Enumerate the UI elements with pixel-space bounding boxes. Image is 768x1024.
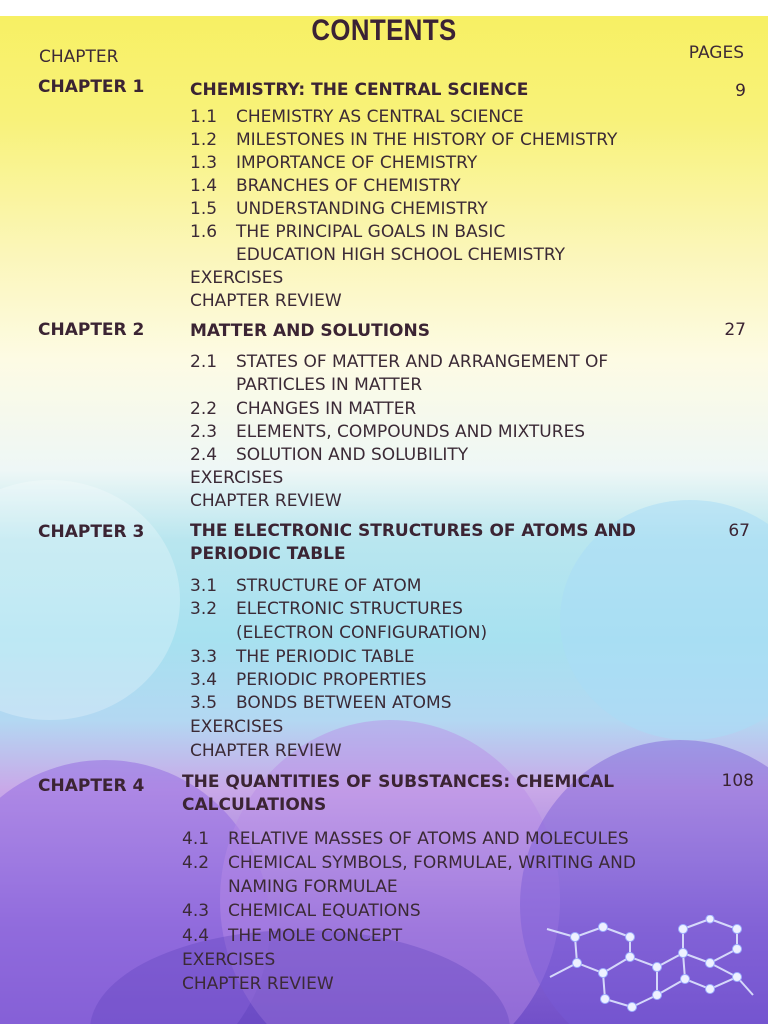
section-title: CHEMICAL EQUATIONS <box>228 901 421 921</box>
section-2-4 <box>190 444 468 468</box>
section-number: 3.3 <box>190 647 218 667</box>
page-title: CONTENTS <box>311 14 457 47</box>
chapter-3-review: CHAPTER REVIEW <box>190 741 342 761</box>
chapter-1-exercises: EXERCISES <box>190 268 284 288</box>
section-1-3 <box>190 152 477 176</box>
section-number: 1.5 <box>190 199 218 219</box>
section-number: 1.6 <box>190 222 218 242</box>
chapter-3-title <box>190 520 636 566</box>
section-title: THE MOLE CONCEPT <box>228 926 403 946</box>
chapter-title-line: PERIODIC TABLE <box>190 544 346 564</box>
background-bubble <box>0 480 180 720</box>
chapter-title-line: THE ELECTRONIC STRUCTURES OF ATOMS AND <box>190 521 636 541</box>
section-1-4 <box>190 175 461 199</box>
chapter-title-line: THE QUANTITIES OF SUBSTANCES: CHEMICAL <box>182 772 615 792</box>
section-1-6-continuation: EDUCATION HIGH SCHOOL CHEMISTRY <box>236 245 565 265</box>
section-number: 2.2 <box>190 399 218 419</box>
section-3-4 <box>190 669 427 693</box>
section-2-1-continuation: PARTICLES IN MATTER <box>236 375 423 395</box>
section-3-1 <box>190 575 421 599</box>
chapter-title-line: CHEMISTRY: THE CENTRAL SCIENCE <box>190 80 529 100</box>
section-title: PERIODIC PROPERTIES <box>236 670 427 690</box>
section-number: 1.1 <box>190 107 218 127</box>
chapter-2-exercises: EXERCISES <box>190 468 284 488</box>
section-number: 4.3 <box>182 901 210 921</box>
section-1-6 <box>190 221 505 245</box>
section-number: 1.4 <box>190 176 218 196</box>
section-title: BONDS BETWEEN ATOMS <box>236 693 452 713</box>
section-title: CHANGES IN MATTER <box>236 399 417 419</box>
chapter-4-title <box>182 771 614 817</box>
section-4-1 <box>182 828 629 852</box>
section-number: 1.3 <box>190 153 218 173</box>
section-title: SOLUTION AND SOLUBILITY <box>236 445 469 465</box>
section-4-2 <box>182 852 636 876</box>
section-2-1 <box>190 351 608 375</box>
chapter-4-label: CHAPTER 4 <box>38 776 145 796</box>
section-title: MILESTONES IN THE HISTORY OF CHEMISTRY <box>236 130 618 150</box>
chapter-3-page: 67 <box>728 521 750 541</box>
section-number: 2.3 <box>190 422 218 442</box>
section-number: 4.1 <box>182 829 210 849</box>
section-1-5 <box>190 198 488 222</box>
section-title: IMPORTANCE OF CHEMISTRY <box>236 153 478 173</box>
section-1-1 <box>190 106 524 130</box>
chapter-3-label: CHAPTER 3 <box>38 522 145 542</box>
chapter-3-exercises: EXERCISES <box>190 717 284 737</box>
section-2-3 <box>190 421 585 445</box>
section-number: 2.4 <box>190 445 218 465</box>
section-3-3 <box>190 646 414 670</box>
chapter-column-header: CHAPTER <box>39 47 119 67</box>
chapter-1-review: CHAPTER REVIEW <box>190 291 342 311</box>
section-3-2-continuation: (ELECTRON CONFIGURATION) <box>236 623 488 643</box>
section-title: STATES OF MATTER AND ARRANGEMENT OF <box>236 352 609 372</box>
chapter-4-page: 108 <box>721 771 754 791</box>
section-title: STRUCTURE OF ATOM <box>236 576 422 596</box>
section-number: 3.5 <box>190 693 218 713</box>
section-title: THE PRINCIPAL GOALS IN BASIC <box>236 222 506 242</box>
section-number: 2.1 <box>190 352 218 372</box>
section-4-4 <box>182 925 402 949</box>
section-title: THE PERIODIC TABLE <box>236 647 415 667</box>
section-4-2-continuation: NAMING FORMULAE <box>228 877 398 897</box>
section-title: CHEMICAL SYMBOLS, FORMULAE, WRITING AND <box>228 853 636 873</box>
chapter-4-review: CHAPTER REVIEW <box>182 974 334 994</box>
chapter-1-page: 9 <box>735 81 746 101</box>
section-3-5 <box>190 692 451 716</box>
section-number: 3.4 <box>190 670 218 690</box>
section-2-2 <box>190 398 416 422</box>
chapter-2-page: 27 <box>724 320 746 340</box>
molecule-lattice-icon <box>545 915 755 1015</box>
chapter-title-line: MATTER AND SOLUTIONS <box>190 321 430 341</box>
section-number: 1.2 <box>190 130 218 150</box>
chapter-4-exercises: EXERCISES <box>182 950 276 970</box>
section-title: ELECTRONIC STRUCTURES <box>236 599 463 619</box>
section-title: RELATIVE MASSES OF ATOMS AND MOLECULES <box>228 829 629 849</box>
section-number: 4.4 <box>182 926 210 946</box>
section-title: BRANCHES OF CHEMISTRY <box>236 176 461 196</box>
section-4-3 <box>182 900 421 924</box>
section-1-2 <box>190 129 617 153</box>
chapter-1-label: CHAPTER 1 <box>38 77 145 97</box>
section-title: UNDERSTANDING CHEMISTRY <box>236 199 488 219</box>
section-number: 4.2 <box>182 853 210 873</box>
pages-column-header: PAGES <box>688 43 744 63</box>
chapter-2-title <box>190 320 430 343</box>
chapter-1-title <box>190 79 528 102</box>
section-3-2 <box>190 598 463 622</box>
chapter-2-label: CHAPTER 2 <box>38 320 145 340</box>
section-title: ELEMENTS, COMPOUNDS AND MIXTURES <box>236 422 586 442</box>
section-number: 3.1 <box>190 576 218 596</box>
chapter-title-line: CALCULATIONS <box>182 795 327 815</box>
chapter-2-review: CHAPTER REVIEW <box>190 491 342 511</box>
section-number: 3.2 <box>190 599 218 619</box>
section-title: CHEMISTRY AS CENTRAL SCIENCE <box>236 107 524 127</box>
